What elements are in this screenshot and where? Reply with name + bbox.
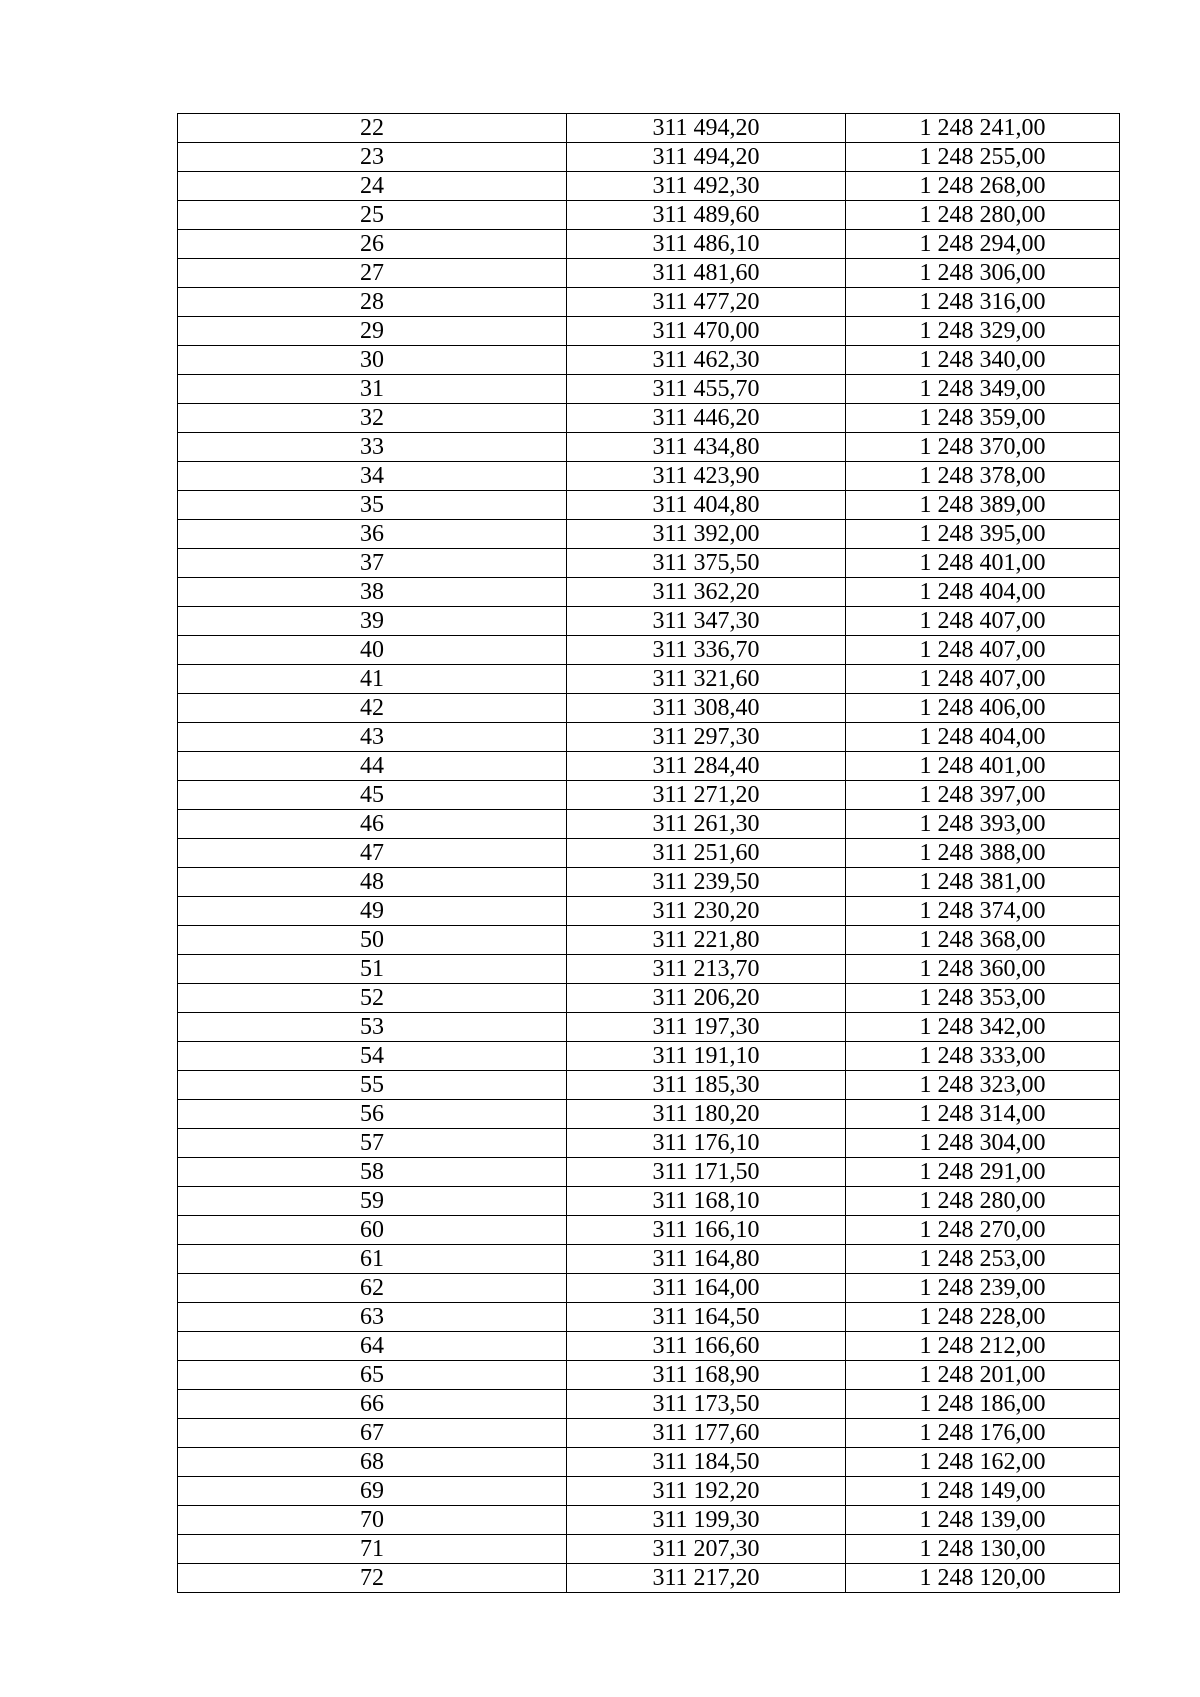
x-coordinate-cell: 311 321,60 [567,665,846,694]
point-number-cell: 61 [178,1245,567,1274]
x-coordinate-cell: 311 173,50 [567,1390,846,1419]
table-row [178,1071,1120,1100]
x-coordinate-cell: 311 207,30 [567,1535,846,1564]
point-number-cell: 69 [178,1477,567,1506]
table-row [178,1158,1120,1187]
y-coordinate-cell: 1 248 329,00 [846,317,1120,346]
x-coordinate-cell: 311 481,60 [567,259,846,288]
point-number-cell: 48 [178,868,567,897]
x-coordinate-cell: 311 177,60 [567,1419,846,1448]
point-number-cell: 44 [178,752,567,781]
table-row [178,520,1120,549]
x-coordinate-cell: 311 164,50 [567,1303,846,1332]
table-row [178,1477,1120,1506]
table-row [178,1042,1120,1071]
y-coordinate-cell: 1 248 353,00 [846,984,1120,1013]
x-coordinate-cell: 311 192,20 [567,1477,846,1506]
point-number-cell: 40 [178,636,567,665]
point-number-cell: 25 [178,201,567,230]
x-coordinate-cell: 311 404,80 [567,491,846,520]
point-number-cell: 57 [178,1129,567,1158]
point-number-cell: 50 [178,926,567,955]
table-row [178,607,1120,636]
table-row [178,1448,1120,1477]
point-number-cell: 49 [178,897,567,926]
point-number-cell: 41 [178,665,567,694]
table-row [178,346,1120,375]
point-number-cell: 30 [178,346,567,375]
point-number-cell: 67 [178,1419,567,1448]
table-row [178,1013,1120,1042]
x-coordinate-cell: 311 180,20 [567,1100,846,1129]
table-row [178,636,1120,665]
x-coordinate-cell: 311 166,10 [567,1216,846,1245]
y-coordinate-cell: 1 248 407,00 [846,665,1120,694]
x-coordinate-cell: 311 206,20 [567,984,846,1013]
y-coordinate-cell: 1 248 304,00 [846,1129,1120,1158]
x-coordinate-cell: 311 375,50 [567,549,846,578]
y-coordinate-cell: 1 248 388,00 [846,839,1120,868]
point-number-cell: 22 [178,114,567,143]
coordinates-table [177,113,1120,1593]
table-row [178,665,1120,694]
point-number-cell: 63 [178,1303,567,1332]
table-row [178,462,1120,491]
y-coordinate-cell: 1 248 368,00 [846,926,1120,955]
point-number-cell: 34 [178,462,567,491]
x-coordinate-cell: 311 168,90 [567,1361,846,1390]
table-row [178,1274,1120,1303]
table-row [178,955,1120,984]
x-coordinate-cell: 311 423,90 [567,462,846,491]
y-coordinate-cell: 1 248 407,00 [846,636,1120,665]
point-number-cell: 47 [178,839,567,868]
point-number-cell: 45 [178,781,567,810]
point-number-cell: 59 [178,1187,567,1216]
y-coordinate-cell: 1 248 393,00 [846,810,1120,839]
point-number-cell: 68 [178,1448,567,1477]
y-coordinate-cell: 1 248 404,00 [846,578,1120,607]
table-row [178,926,1120,955]
x-coordinate-cell: 311 185,30 [567,1071,846,1100]
x-coordinate-cell: 311 489,60 [567,201,846,230]
y-coordinate-cell: 1 248 120,00 [846,1564,1120,1593]
y-coordinate-cell: 1 248 162,00 [846,1448,1120,1477]
x-coordinate-cell: 311 199,30 [567,1506,846,1535]
x-coordinate-cell: 311 392,00 [567,520,846,549]
y-coordinate-cell: 1 248 359,00 [846,404,1120,433]
point-number-cell: 37 [178,549,567,578]
x-coordinate-cell: 311 166,60 [567,1332,846,1361]
point-number-cell: 32 [178,404,567,433]
table-row [178,143,1120,172]
x-coordinate-cell: 311 191,10 [567,1042,846,1071]
table-row [178,1245,1120,1274]
y-coordinate-cell: 1 248 255,00 [846,143,1120,172]
x-coordinate-cell: 311 284,40 [567,752,846,781]
table-row [178,1187,1120,1216]
x-coordinate-cell: 311 446,20 [567,404,846,433]
point-number-cell: 52 [178,984,567,1013]
point-number-cell: 55 [178,1071,567,1100]
table-row [178,1564,1120,1593]
x-coordinate-cell: 311 455,70 [567,375,846,404]
point-number-cell: 46 [178,810,567,839]
x-coordinate-cell: 311 494,20 [567,114,846,143]
x-coordinate-cell: 311 494,20 [567,143,846,172]
table-row [178,694,1120,723]
x-coordinate-cell: 311 462,30 [567,346,846,375]
point-number-cell: 39 [178,607,567,636]
y-coordinate-cell: 1 248 139,00 [846,1506,1120,1535]
table-row [178,810,1120,839]
table-row [178,897,1120,926]
table-row [178,1506,1120,1535]
table-row [178,201,1120,230]
y-coordinate-cell: 1 248 241,00 [846,114,1120,143]
table-row [178,1390,1120,1419]
table-row [178,317,1120,346]
y-coordinate-cell: 1 248 389,00 [846,491,1120,520]
y-coordinate-cell: 1 248 228,00 [846,1303,1120,1332]
x-coordinate-cell: 311 213,70 [567,955,846,984]
table-row [178,723,1120,752]
y-coordinate-cell: 1 248 186,00 [846,1390,1120,1419]
x-coordinate-cell: 311 336,70 [567,636,846,665]
y-coordinate-cell: 1 248 268,00 [846,172,1120,201]
y-coordinate-cell: 1 248 374,00 [846,897,1120,926]
x-coordinate-cell: 311 308,40 [567,694,846,723]
x-coordinate-cell: 311 434,80 [567,433,846,462]
x-coordinate-cell: 311 221,80 [567,926,846,955]
y-coordinate-cell: 1 248 176,00 [846,1419,1120,1448]
point-number-cell: 35 [178,491,567,520]
table-row [178,752,1120,781]
y-coordinate-cell: 1 248 201,00 [846,1361,1120,1390]
x-coordinate-cell: 311 164,00 [567,1274,846,1303]
table-row [178,1100,1120,1129]
point-number-cell: 27 [178,259,567,288]
table-row [178,1535,1120,1564]
y-coordinate-cell: 1 248 404,00 [846,723,1120,752]
x-coordinate-cell: 311 251,60 [567,839,846,868]
x-coordinate-cell: 311 297,30 [567,723,846,752]
y-coordinate-cell: 1 248 280,00 [846,1187,1120,1216]
y-coordinate-cell: 1 248 406,00 [846,694,1120,723]
table-row [178,984,1120,1013]
y-coordinate-cell: 1 248 306,00 [846,259,1120,288]
table-row [178,781,1120,810]
table-row [178,1419,1120,1448]
table-row [178,230,1120,259]
point-number-cell: 66 [178,1390,567,1419]
table-row [178,549,1120,578]
y-coordinate-cell: 1 248 340,00 [846,346,1120,375]
table-row [178,375,1120,404]
y-coordinate-cell: 1 248 395,00 [846,520,1120,549]
y-coordinate-cell: 1 248 407,00 [846,607,1120,636]
x-coordinate-cell: 311 477,20 [567,288,846,317]
table-row [178,1303,1120,1332]
table-row [178,433,1120,462]
y-coordinate-cell: 1 248 280,00 [846,201,1120,230]
point-number-cell: 38 [178,578,567,607]
x-coordinate-cell: 311 168,10 [567,1187,846,1216]
point-number-cell: 54 [178,1042,567,1071]
y-coordinate-cell: 1 248 397,00 [846,781,1120,810]
table-row [178,259,1120,288]
point-number-cell: 26 [178,230,567,259]
y-coordinate-cell: 1 248 370,00 [846,433,1120,462]
coordinates-table-body [178,114,1120,1593]
y-coordinate-cell: 1 248 239,00 [846,1274,1120,1303]
x-coordinate-cell: 311 184,50 [567,1448,846,1477]
x-coordinate-cell: 311 362,20 [567,578,846,607]
table-row [178,1332,1120,1361]
table-row [178,868,1120,897]
table-row [178,172,1120,201]
point-number-cell: 62 [178,1274,567,1303]
point-number-cell: 58 [178,1158,567,1187]
table-row [178,491,1120,520]
y-coordinate-cell: 1 248 149,00 [846,1477,1120,1506]
y-coordinate-cell: 1 248 212,00 [846,1332,1120,1361]
point-number-cell: 42 [178,694,567,723]
y-coordinate-cell: 1 248 323,00 [846,1071,1120,1100]
x-coordinate-cell: 311 271,20 [567,781,846,810]
y-coordinate-cell: 1 248 333,00 [846,1042,1120,1071]
y-coordinate-cell: 1 248 130,00 [846,1535,1120,1564]
x-coordinate-cell: 311 171,50 [567,1158,846,1187]
point-number-cell: 65 [178,1361,567,1390]
point-number-cell: 72 [178,1564,567,1593]
table-row [178,1216,1120,1245]
y-coordinate-cell: 1 248 381,00 [846,868,1120,897]
point-number-cell: 70 [178,1506,567,1535]
table-row [178,1361,1120,1390]
table-row [178,578,1120,607]
y-coordinate-cell: 1 248 314,00 [846,1100,1120,1129]
point-number-cell: 23 [178,143,567,172]
point-number-cell: 33 [178,433,567,462]
x-coordinate-cell: 311 347,30 [567,607,846,636]
point-number-cell: 60 [178,1216,567,1245]
point-number-cell: 43 [178,723,567,752]
y-coordinate-cell: 1 248 360,00 [846,955,1120,984]
point-number-cell: 36 [178,520,567,549]
y-coordinate-cell: 1 248 378,00 [846,462,1120,491]
x-coordinate-cell: 311 176,10 [567,1129,846,1158]
x-coordinate-cell: 311 486,10 [567,230,846,259]
y-coordinate-cell: 1 248 270,00 [846,1216,1120,1245]
x-coordinate-cell: 311 239,50 [567,868,846,897]
x-coordinate-cell: 311 470,00 [567,317,846,346]
x-coordinate-cell: 311 261,30 [567,810,846,839]
x-coordinate-cell: 311 230,20 [567,897,846,926]
y-coordinate-cell: 1 248 253,00 [846,1245,1120,1274]
y-coordinate-cell: 1 248 291,00 [846,1158,1120,1187]
table-row [178,288,1120,317]
point-number-cell: 29 [178,317,567,346]
point-number-cell: 24 [178,172,567,201]
y-coordinate-cell: 1 248 349,00 [846,375,1120,404]
y-coordinate-cell: 1 248 342,00 [846,1013,1120,1042]
table-row [178,1129,1120,1158]
point-number-cell: 31 [178,375,567,404]
table-row [178,839,1120,868]
y-coordinate-cell: 1 248 401,00 [846,752,1120,781]
y-coordinate-cell: 1 248 401,00 [846,549,1120,578]
x-coordinate-cell: 311 164,80 [567,1245,846,1274]
point-number-cell: 56 [178,1100,567,1129]
point-number-cell: 28 [178,288,567,317]
point-number-cell: 71 [178,1535,567,1564]
table-row [178,114,1120,143]
point-number-cell: 53 [178,1013,567,1042]
y-coordinate-cell: 1 248 316,00 [846,288,1120,317]
point-number-cell: 64 [178,1332,567,1361]
y-coordinate-cell: 1 248 294,00 [846,230,1120,259]
point-number-cell: 51 [178,955,567,984]
x-coordinate-cell: 311 492,30 [567,172,846,201]
x-coordinate-cell: 311 217,20 [567,1564,846,1593]
table-row [178,404,1120,433]
x-coordinate-cell: 311 197,30 [567,1013,846,1042]
